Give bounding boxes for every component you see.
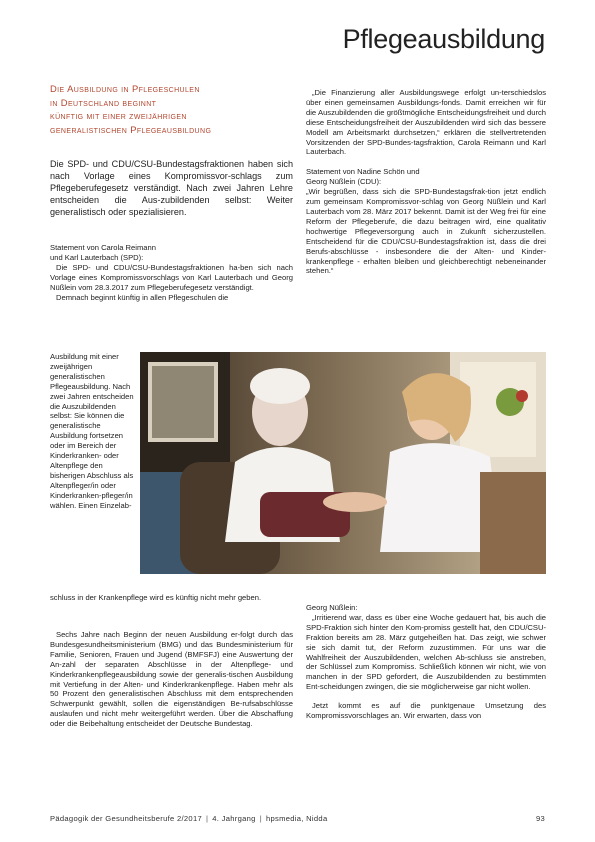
right-column-bottom (306, 603, 546, 721)
headline-line: in Deutschland beginnt (50, 96, 157, 108)
statement-heading-schoen-nuesslein (306, 167, 546, 187)
footer-publisher: hpsmedia, Nidda (265, 814, 328, 823)
footer-volume: 4. Jahrgang (212, 814, 256, 823)
body-paragraph: Jetzt kommt es auf die punktgenaue Umsetzung des Kompromissvorschlages an. Wir erwarten, dass von (306, 701, 546, 721)
statement-heading-line: Georg Nüßlein (CDU): (306, 177, 382, 187)
footer-separator: | (206, 814, 209, 823)
right-column (306, 88, 546, 276)
statement-heading-line: Statement von Nadine Schön und (306, 167, 420, 177)
headline-line: Die Ausbildung in Pflegeschulen (50, 83, 200, 94)
headline-line: generalistischen Pflegeausbildung (50, 123, 212, 135)
body-paragraph: Demnach beginnt künftig in allen Pflegeschulen die (56, 292, 229, 302)
article-headline (50, 82, 293, 136)
left-column (50, 82, 293, 303)
body-paragraph-wrapped: Ausbildung mit einer zweijährigen generalistischen Pflegeausbildung. Nach zwei Jahren entscheiden die Auszubildenden selbst: Sie können die generalistische Ausbildung fortsetzen oder im Bereich der Kinderkranken- oder Altenpflege den bisherigen Abschluss als Altenpfleger/in oder Kinderkranken-pfleger/in wählen. Einen Einzelab- (50, 352, 134, 510)
statement-heading-nuesslein: Georg Nüßlein: (306, 603, 358, 612)
body-paragraph: „Irritierend war, dass es über eine Woche gedauert hat, bis auch die SPD-Fraktion sich hinter den Kom-promiss gestellt hat, den CDU/CSU-Fraktion bereits am 28. März gutgeheißen hat. Das zeigt, wie schwer sie sich damit tut, der Reform zuzustimmen. Für uns war die Wahlfreiheit der Auszubildenden, welchen Ab-schluss sie anstreben, der Schlüssel zum Kompromiss. Schließlich können wir nicht, wie von manchen in der SPD gefordert, die Auszubildenden zu bestimmten Ent-scheidungen zwingen, die sie möglicherweise gar nicht wollen. (306, 612, 546, 692)
photo-image (140, 352, 546, 574)
body-paragraph: Sechs Jahre nach Beginn der neuen Ausbildung er-folgt durch das Bundesgesundheitsministerium (BMG) und das Bundesministerium für Familie, Senioren, Frauen und Jugend (BMFSFJ) eine Auswertung der An-zahl der separaten Abschlüsse in der Altenpflege- und Kinderkrankenpflegeausbildung sowie der generalis-tischen Ausbildung mit Vertiefung in der Alten- und Kinderkrankenpflege. Haben mehr als 50 Prozent den generalistischen Abschluss mit dem entsprechenden Schwerpunkt gewählt, sollen die eigenständigen Be-rufsabschlüsse auslaufen und nicht mehr weitergeführt werden. Über die Abschaffung oder die Beibehaltung entscheidet der Deutsche Bundestag. (50, 630, 293, 729)
body-paragraph: „Die Finanzierung aller Ausbildungswege erfolgt un-terschiedslos über einen gemeinsamen Ausbildungs-fonds. Damit erreichen wir für die Auszubildenden die größtmögliche Entscheidungsfreiheit und durch diese Entscheidungsfreiheit der Auszubildenden wird sich das bessere Modell am Arbeitsmarkt durchsetzen,“ erklären die stellvertretenden Vorsitzenden der SPD-Bundes-tagsfraktion, Carola Reimann und Karl Lauterbach. (306, 88, 546, 157)
footer-separator: | (259, 814, 262, 823)
body-paragraph: „Wir begrüßen, dass sich die SPD-Bundestagsfrak-tion jetzt endlich zum gemeinsam Kompromissvor-schlag von Georg Nüßlein und Karl Lauterbach vom 28. März 2017 bekennt. Damit ist der Weg frei für eine Reform der Pflegeberufe, die dazu beitragen wird, eine qualitativ hochwertige Pflegeversorgung auch in Zukunft sicherzustellen. Entscheidend für die CDU/CSU-Bundestagsfraktion ist, dass die drei Berufs-abschlüsse - insbesondere die der Alten- und Kinder-krankenpflege - erhalten bleiben und gleichberechtigt nebeneinander stehen.“ (306, 187, 546, 276)
page-title: Pflegeausbildung (342, 24, 545, 54)
statement-heading-reimann-lauterbach (50, 243, 293, 263)
statement-heading-line: Statement von Carola Reimann (50, 243, 156, 253)
page-number: 93 (535, 814, 545, 823)
body-paragraph: Die SPD- und CDU/CSU-Bundestagsfraktionen ha-ben sich nach Vorlage eines Kompromissvorschlags von Karl Lauterbach und Georg Nüßlein vom 28.3.2017 zum Pflegeberufegesetz verständigt. (50, 263, 293, 292)
footer-journal: Pädagogik der Gesundheitsberufe 2/2017 (50, 814, 202, 823)
headline-line: künftig mit einer zweijährigen (50, 110, 187, 122)
page-footer (50, 814, 545, 823)
statement-heading-line: und Karl Lauterbach (SPD): (50, 253, 144, 263)
body-paragraph-tail: schluss in der Krankenpflege wird es künftig nicht mehr geben. (50, 593, 262, 602)
article-lead: Die SPD- und CDU/CSU-Bundestagsfraktionen haben sich nach Vorlage eines Kompromissvor-schlags zum Pflegeberufegesetz verständigt. Nach zwei Jahren Lehre entscheiden die Aus-zubildenden selbst: Weiter generalistisch oder spezialisieren. (50, 159, 293, 217)
article-photo (140, 352, 546, 574)
